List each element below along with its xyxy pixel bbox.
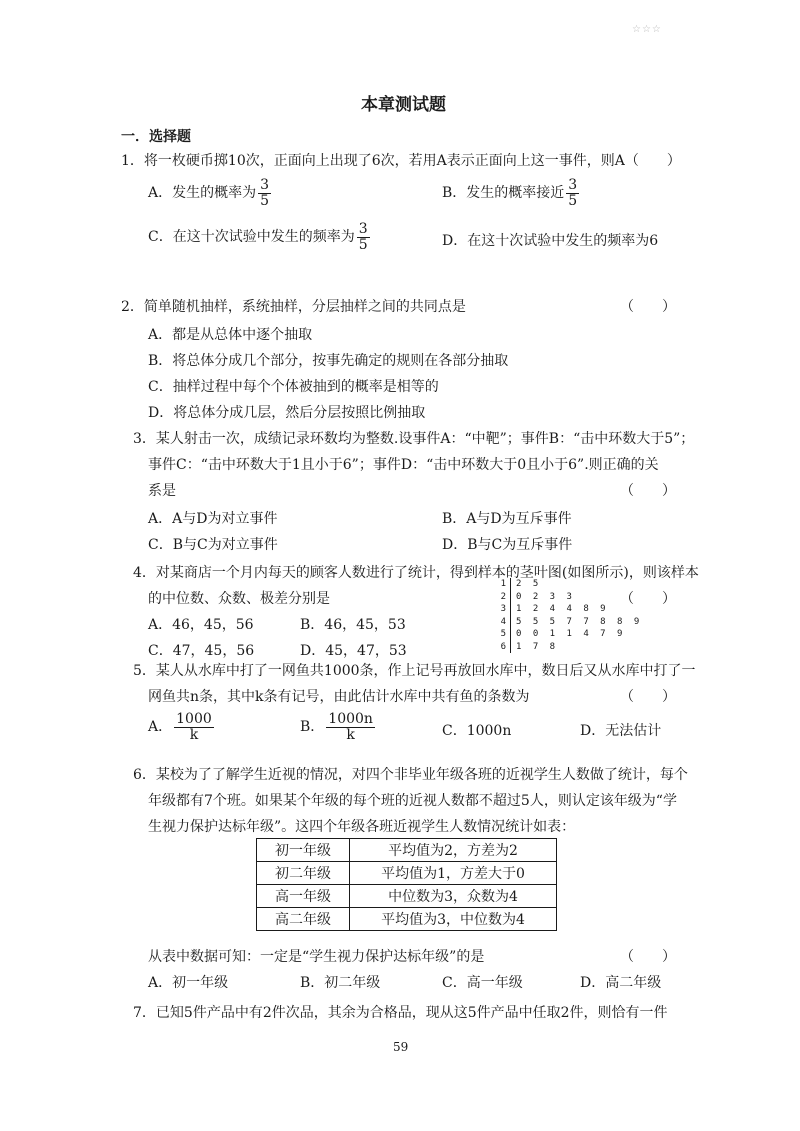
leaf-values: 0 2 3 3 <box>516 591 575 602</box>
table-row <box>257 885 557 908</box>
question-5-option-b <box>300 712 377 742</box>
table-row <box>257 839 557 862</box>
grade-cell: 初二年级 <box>257 862 350 885</box>
stem-row <box>492 591 642 604</box>
fraction <box>174 712 214 742</box>
stem-value: 1 <box>492 578 511 591</box>
question-3-line-2: 事件C：“击中环数大于1且小于6”；事件D：“击中环数大于0且小于6”.则正确的关 <box>148 457 659 473</box>
question-4-option-c: C．47，45，56 <box>148 643 255 659</box>
question-1-stem: 1．将一枚硬币掷10次，正面向上出现了6次，若用A表示正面向上这一事件，则A（ ） <box>121 153 681 169</box>
table-row <box>257 862 557 885</box>
option-text: C．在这十次试验中发生的频率为 <box>148 229 355 246</box>
question-1-option-d: D．在这十次试验中发生的频率为6 <box>442 233 659 249</box>
leaf-values: 1 2 4 4 8 9 <box>516 604 609 614</box>
fraction-denominator: 5 <box>568 192 578 209</box>
fraction-denominator: 5 <box>358 236 368 253</box>
answer-parenthesis: （ ） <box>620 299 676 315</box>
question-5-option-c: C．1000n <box>442 723 512 739</box>
stem-value: 5 <box>492 628 511 641</box>
stem-row <box>492 578 642 591</box>
option-label: B． <box>300 719 325 736</box>
leaf-values: 5 5 5 7 7 8 8 9 <box>516 616 643 627</box>
fraction-numerator: 3 <box>358 221 368 237</box>
stem-row <box>492 628 642 641</box>
table-row <box>257 908 557 931</box>
fraction <box>357 222 370 252</box>
question-6-option-c: C．高一年级 <box>442 975 523 991</box>
question-4-option-b: B．46，45，53 <box>300 617 406 633</box>
fraction-denominator: 5 <box>260 192 270 209</box>
statistic-cell: 平均值为1，方差大于0 <box>350 862 557 885</box>
question-4-option-d: D．45，47，53 <box>300 643 407 659</box>
leaf-values: 1 7 8 <box>516 641 559 652</box>
question-3-option-d: D．B与C为互斥事件 <box>442 537 573 553</box>
question-3-option-c: C．B与C为对立事件 <box>148 537 278 553</box>
statistic-cell: 平均值为2，方差为2 <box>350 839 557 862</box>
fraction-denominator: k <box>346 726 355 743</box>
question-3-option-a: A．A与D为对立事件 <box>148 511 278 527</box>
answer-parenthesis: （ ） <box>620 949 676 965</box>
fraction <box>566 178 579 208</box>
grade-cell: 高一年级 <box>257 885 350 908</box>
question-2-option-c: C．抽样过程中每个个体被抽到的概率是相等的 <box>148 379 439 395</box>
question-5-option-d: D．无法估计 <box>580 723 662 739</box>
option-text: B．发生的概率接近 <box>442 185 565 202</box>
option-label: A． <box>148 719 173 736</box>
question-3-option-b: B．A与D为互斥事件 <box>442 511 572 527</box>
fraction-numerator: 1000n <box>328 711 373 727</box>
fraction-numerator: 3 <box>568 177 578 193</box>
question-1-option-b <box>442 178 581 208</box>
stem-value: 2 <box>492 591 511 604</box>
fraction-denominator: k <box>189 726 199 743</box>
question-7-line-1: 7．已知5件产品中有2件次品，其余为合格品，现从这5件产品中任取2件，则恰有一件 <box>133 1005 668 1021</box>
grade-cell: 高二年级 <box>257 908 350 931</box>
grade-cell: 初一年级 <box>257 839 350 862</box>
question-1-option-c <box>148 222 372 252</box>
question-6-prompt: 从表中数据可知：一定是“学生视力保护达标年级”的是 <box>148 949 485 965</box>
question-6-option-d: D．高二年级 <box>580 975 662 991</box>
leaf-values: 2 5 <box>516 579 542 589</box>
corner-mark: ☆☆☆ <box>632 24 662 35</box>
section-heading: 一．选择题 <box>121 129 191 145</box>
stem-value: 4 <box>492 616 511 629</box>
answer-parenthesis: （ ） <box>620 483 676 499</box>
question-1-option-a <box>148 178 273 208</box>
fraction-numerator: 3 <box>260 177 270 193</box>
question-2-option-b: B．将总体分成几个部分，按事先确定的规则在各部分抽取 <box>148 353 509 369</box>
question-4-option-a: A．46，45，56 <box>148 617 254 633</box>
stem-value: 6 <box>492 641 511 654</box>
answer-parenthesis: （ ） <box>620 689 676 705</box>
question-6-option-b: B．初二年级 <box>300 975 381 991</box>
question-5-line-1: 5．某人从水库中打了一网鱼共1000条，作上记号再放回水库中，数日后又从水库中打了一 <box>133 663 696 679</box>
question-3-line-3: 系是 <box>148 483 176 499</box>
question-4-line-2: 的中位数、众数、极差分别是 <box>148 591 330 607</box>
fraction <box>326 712 375 742</box>
fraction <box>258 178 271 208</box>
option-text: A．发生的概率为 <box>148 185 257 202</box>
stem-row <box>492 641 642 654</box>
page-title: 本章测试题 <box>361 95 446 115</box>
question-6-line-1: 6．某校为了了解学生近视的情况，对四个非毕业年级各班的近视学生人数做了统计，每个 <box>133 767 688 783</box>
page-number: 59 <box>393 1040 409 1054</box>
stem-and-leaf-plot <box>492 578 642 653</box>
question-4-line-1: 4．对某商店一个月内每天的顾客人数进行了统计，得到样本的茎叶图(如图所示)，则该样本 <box>133 565 699 581</box>
statistic-cell: 平均值为3，中位数为4 <box>350 908 557 931</box>
vision-statistics-table <box>256 838 557 931</box>
answer-parenthesis: （ ） <box>620 591 676 607</box>
question-5-option-a <box>148 712 216 742</box>
stem-row <box>492 616 642 629</box>
fraction-numerator: 1000 <box>176 711 212 727</box>
question-2-option-d: D．将总体分成几层，然后分层按照比例抽取 <box>148 405 426 421</box>
question-6-line-3: 生视力保护达标年级”。这四个年级各班近视学生人数情况统计如表： <box>148 819 576 835</box>
question-5-line-2: 网鱼共n条，其中k条有记号，由此估计水库中共有鱼的条数为 <box>148 689 530 705</box>
leaf-values: 0 0 1 1 4 7 9 <box>516 629 626 639</box>
stem-value: 3 <box>492 603 511 616</box>
question-3-line-1: 3．某人射击一次，成绩记录环数均为整数.设事件A：“中靶”；事件B：“击中环数大于5”； <box>133 431 695 447</box>
stem-row <box>492 603 642 616</box>
question-6-option-a: A．初一年级 <box>148 975 229 991</box>
question-2-option-a: A．都是从总体中逐个抽取 <box>148 327 313 343</box>
question-2-stem: 2．简单随机抽样，系统抽样，分层抽样之间的共同点是 <box>121 299 466 315</box>
question-6-line-2: 年级都有7个班。如果某个年级的每个班的近视人数都不超过5人，则认定该年级为“学 <box>148 793 677 809</box>
statistic-cell: 中位数为3，众数为4 <box>350 885 557 908</box>
